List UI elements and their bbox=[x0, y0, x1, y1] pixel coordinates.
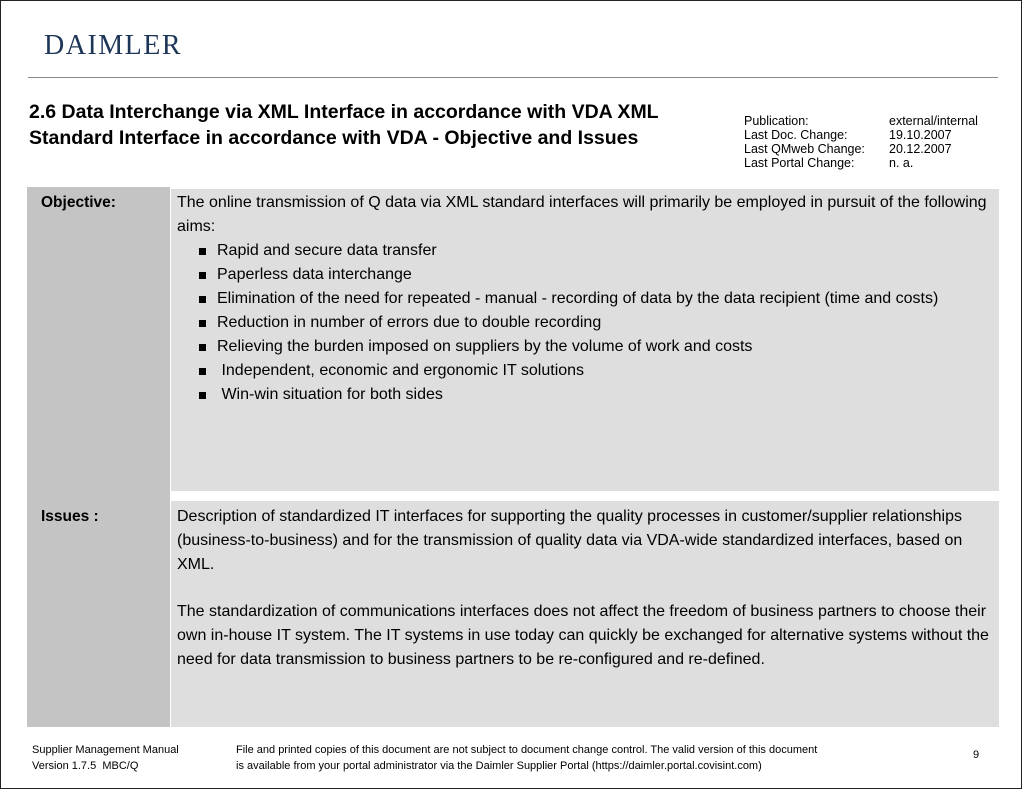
objective-bullet-list bbox=[177, 239, 993, 407]
list-item: Win-win situation for both sides bbox=[199, 383, 993, 407]
meta-value: n. a. bbox=[889, 156, 914, 170]
objective-panel bbox=[171, 189, 999, 491]
meta-label: Publication: bbox=[744, 114, 809, 128]
footer-notice-line: is available from your portal administrator via the Daimler Supplier Portal (https://daimler.portal.covisint.com) bbox=[236, 760, 762, 772]
footer-notice-line: File and printed copies of this document are not subject to document change control. The valid version of this document bbox=[236, 744, 818, 756]
list-item: Paperless data interchange bbox=[199, 263, 993, 287]
issues-panel bbox=[171, 501, 999, 727]
paragraph-spacer bbox=[177, 577, 993, 600]
meta-label: Last QMweb Change: bbox=[744, 142, 865, 156]
issues-paragraph: Description of standardized IT interfaces for supporting the quality processes in customer/supplier relationships (business-to-business) and for the transmission of quality data via VDA-wide standardized interfaces, based on XML. bbox=[177, 508, 963, 573]
footer-notice bbox=[236, 742, 876, 774]
meta-label: Last Portal Change: bbox=[744, 156, 855, 170]
list-item: Relieving the burden imposed on suppliers by the volume of work and costs bbox=[199, 335, 993, 359]
page-title: 2.6 Data Interchange via XML Interface in accordance with VDA XML Standard Interface in accordance with VDA - Objective and Issues bbox=[29, 101, 659, 149]
meta-value: 20.12.2007 bbox=[889, 142, 952, 156]
list-item: Rapid and secure data transfer bbox=[199, 239, 993, 263]
meta-row-publication bbox=[744, 114, 978, 128]
list-item: Reduction in number of errors due to double recording bbox=[199, 311, 993, 335]
objective-label: Objective: bbox=[41, 194, 116, 211]
objective-intro: The online transmission of Q data via XML standard interfaces will primarily be employed in pursuit of the following aims: bbox=[177, 194, 987, 235]
meta-row-portal-change bbox=[744, 156, 978, 170]
issues-paragraph: The standardization of communications interfaces does not affect the freedom of business partners to choose their own in-house IT system. The IT systems in use today can quickly be exchanged for alternative systems without the need for data transmission to business partners to be re-configured and re-defined. bbox=[177, 603, 989, 668]
footer-manual-info bbox=[32, 742, 179, 774]
meta-label: Last Doc. Change: bbox=[744, 128, 848, 142]
header-divider bbox=[28, 77, 998, 78]
label-column bbox=[27, 187, 170, 727]
meta-row-qmweb-change bbox=[744, 142, 978, 156]
list-item: Elimination of the need for repeated - manual - recording of data by the data recipient (time and costs) bbox=[199, 287, 993, 311]
list-item: Independent, economic and ergonomic IT solutions bbox=[199, 359, 993, 383]
document-meta bbox=[744, 114, 978, 170]
meta-value: external/internal bbox=[889, 114, 978, 128]
issues-label: Issues : bbox=[41, 508, 99, 525]
daimler-logo: DAIMLER bbox=[44, 30, 183, 61]
meta-value: 19.10.2007 bbox=[889, 128, 952, 142]
footer-manual-title: Supplier Management Manual bbox=[32, 744, 179, 756]
page-number: 9 bbox=[973, 749, 980, 761]
meta-row-doc-change bbox=[744, 128, 978, 142]
footer-version: Version 1.7.5 MBC/Q bbox=[32, 760, 139, 772]
